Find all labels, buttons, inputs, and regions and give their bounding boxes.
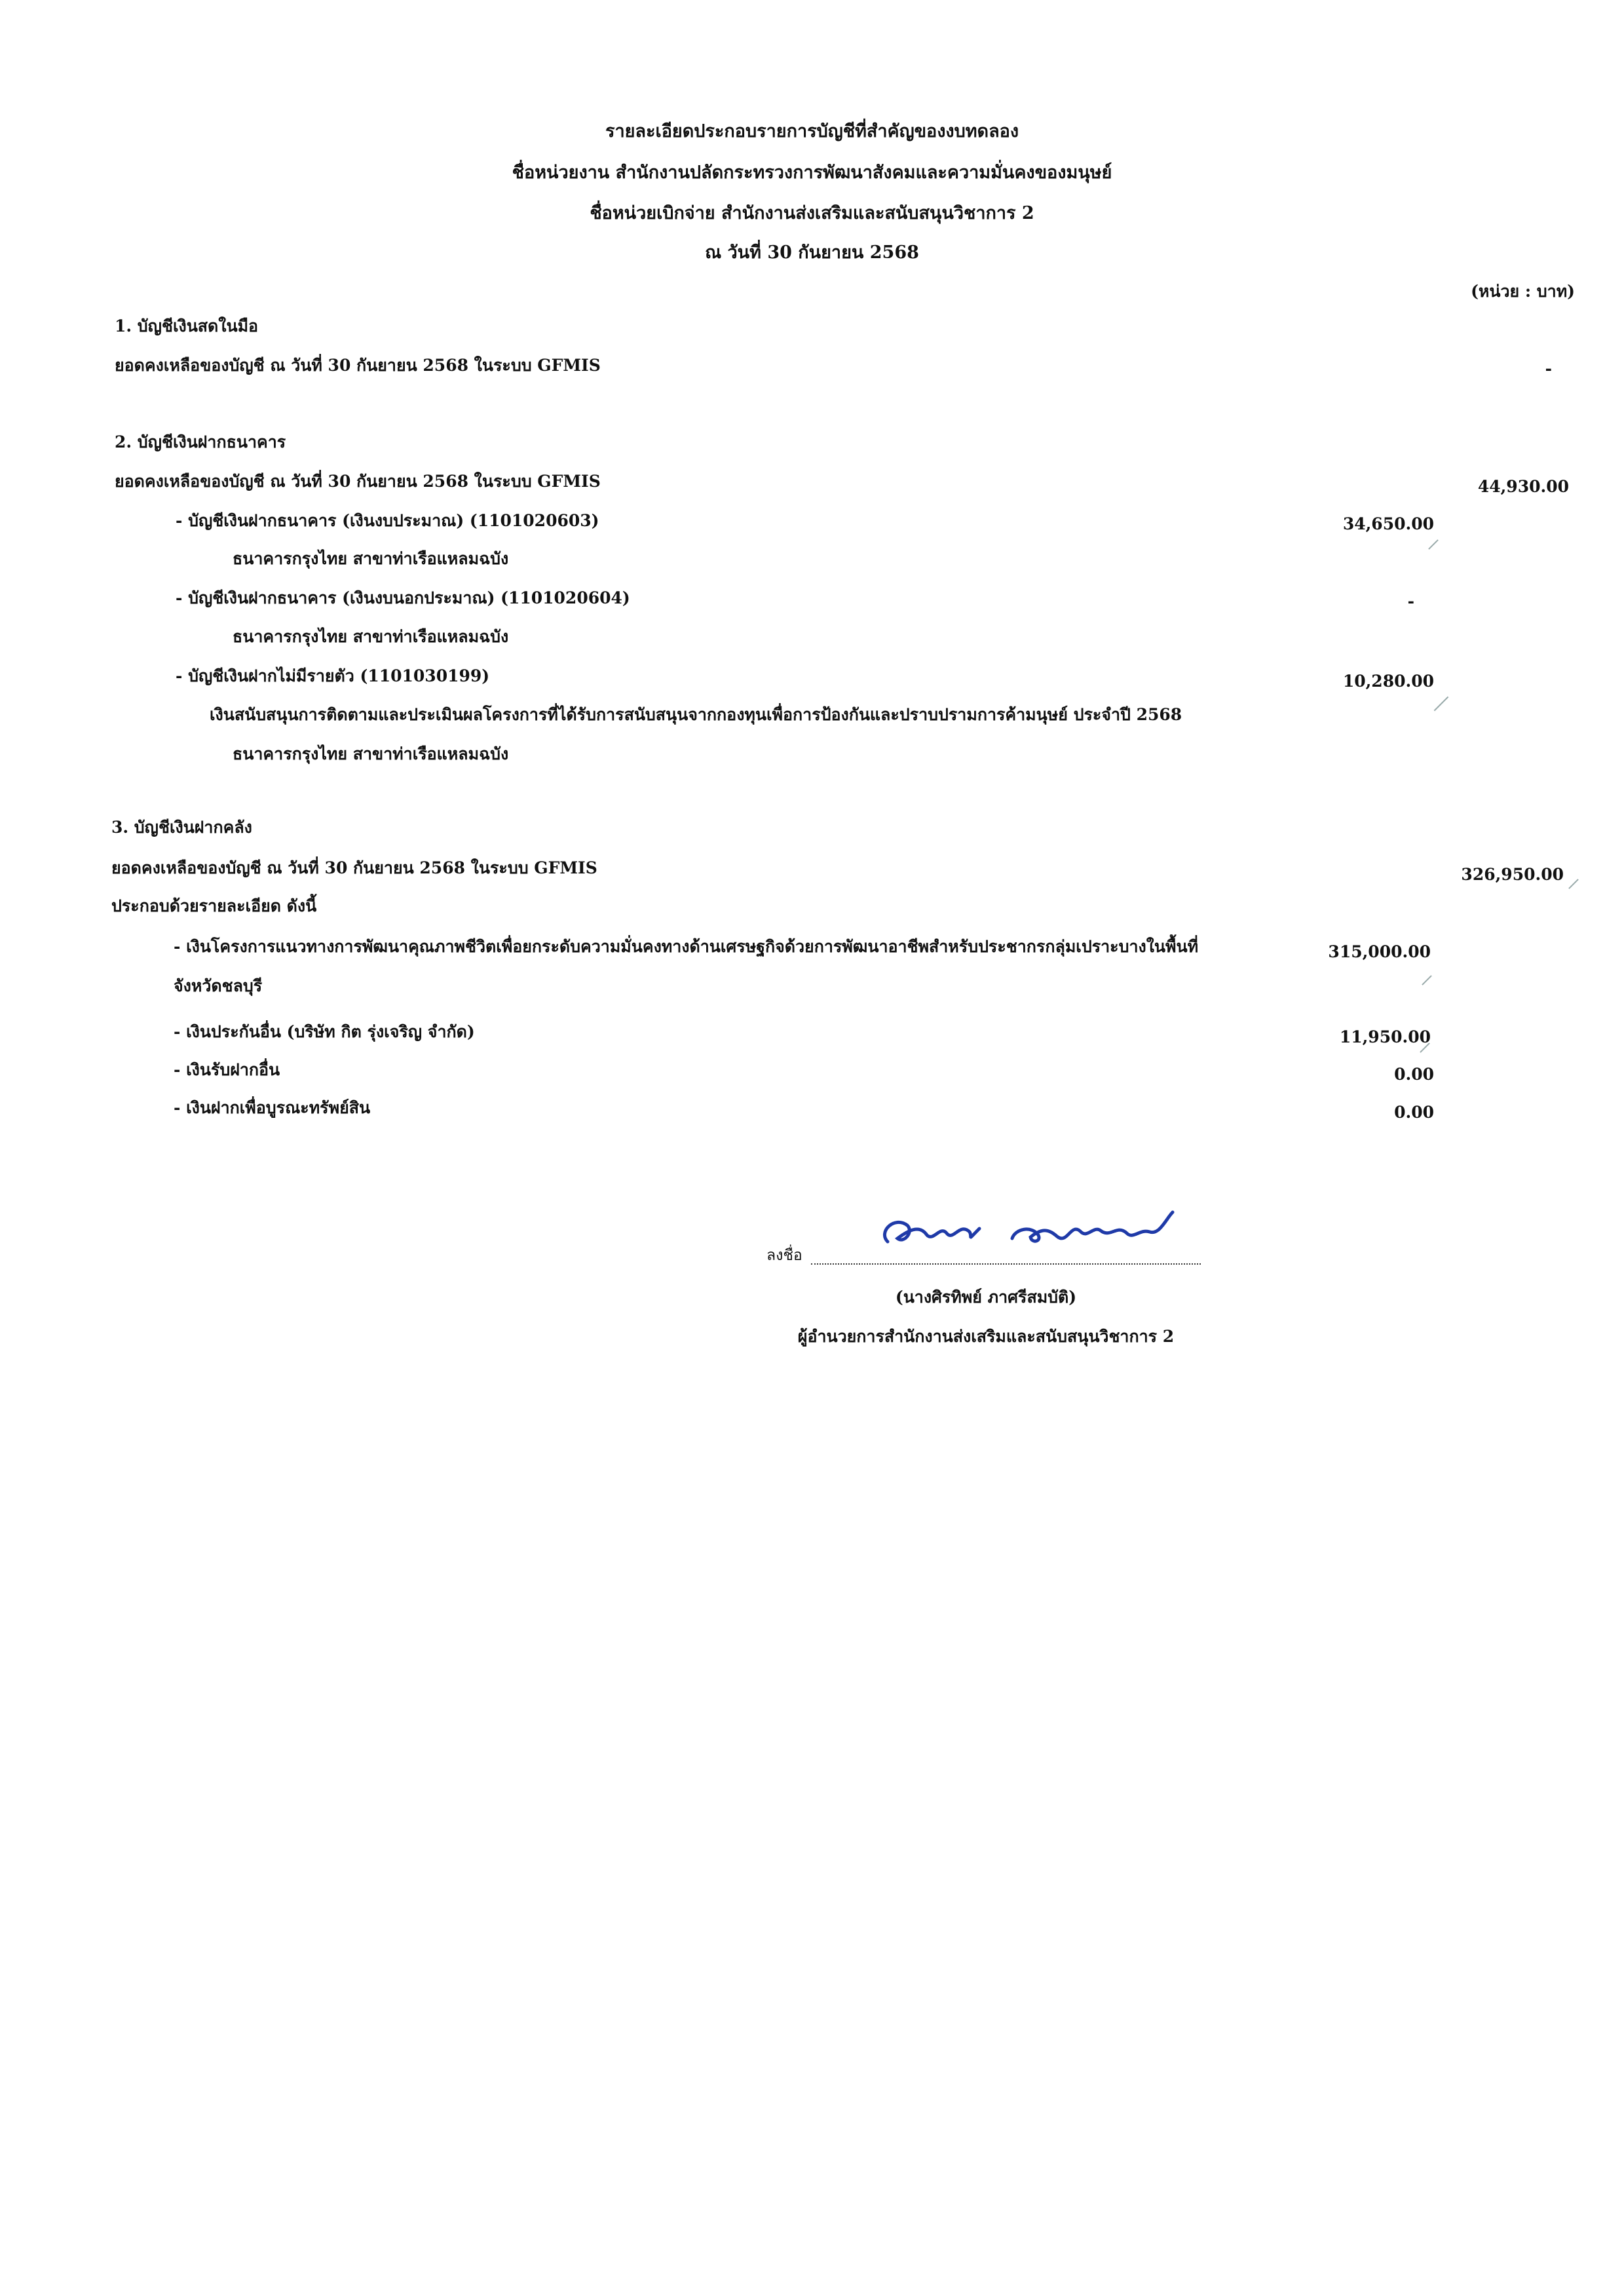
section1-title: 1. บัญชีเงินสดในมือ xyxy=(115,316,259,335)
section2-item-3-value: 10,280.00 xyxy=(1342,672,1434,691)
section2-item-1-value: 34,650.00 xyxy=(1342,514,1434,533)
check-mark-icon xyxy=(1568,879,1579,889)
section1-balance-value: - xyxy=(1545,359,1552,378)
section2-item-1-detail: ธนาคารกรุงไทย สาขาท่าเรือแหลมฉบัง xyxy=(233,549,509,568)
section2-item-2-value: - xyxy=(1407,592,1414,611)
section3-item-3-value: 0.00 xyxy=(1394,1065,1434,1084)
section3-item-1-value: 315,000.00 xyxy=(1328,942,1431,961)
header-line-3: ชื่อหน่วยเบิกจ่าย สำนักงานส่งเสริมและสนับสนุนวิชาการ 2 xyxy=(590,203,1034,223)
section2-item-3-detail: เงินสนับสนุนการติดตามและประเมินผลโครงการที่ได้รับการสนับสนุนจากกองทุนเพื่อการป้องกันและปราบปรามการค้ามนุษย์ ประจำปี 2568 xyxy=(210,705,1182,724)
sign-label: ลงชื่อ xyxy=(766,1247,803,1264)
section2-balance-label: ยอดคงเหลือของบัญชี ณ วันที่ 30 กันยายน 2568 ในระบบ GFMIS xyxy=(115,472,601,491)
header-line-1: รายละเอียดประกอบรายการบัญชีที่สำคัญของงบทดลอง xyxy=(605,121,1019,142)
section3-item-3-label: - เงินรับฝากอื่น xyxy=(174,1060,280,1079)
check-mark-icon xyxy=(1428,539,1439,550)
signature-line xyxy=(811,1263,1201,1265)
check-mark-icon xyxy=(1422,975,1432,985)
section2-item-3-label: - บัญชีเงินฝากไม่มีรายตัว (1101030199) xyxy=(176,666,490,685)
section3-item-2-value: 11,950.00 xyxy=(1339,1027,1431,1046)
check-mark-icon xyxy=(1434,697,1449,712)
header-line-4: ณ วันที่ 30 กันยายน 2568 xyxy=(705,242,919,263)
section2-item-3-detail2: ธนาคารกรุงไทย สาขาท่าเรือแหลมฉบัง xyxy=(233,744,509,763)
section3-composed-label: ประกอบด้วยรายละเอียด ดังนี้ xyxy=(111,896,317,915)
section2-item-1-label: - บัญชีเงินฝากธนาคาร (เงินงบประมาณ) (1101020603) xyxy=(176,511,599,530)
section3-balance-value: 326,950.00 xyxy=(1461,865,1564,884)
section3-item-4-value: 0.00 xyxy=(1394,1103,1434,1122)
section2-balance-value: 44,930.00 xyxy=(1477,477,1569,496)
section2-item-2-label: - บัญชีเงินฝากธนาคาร (เงินงบนอกประมาณ) (1101020604) xyxy=(176,588,630,607)
section3-item-1-label2: จังหวัดชลบุรี xyxy=(174,976,263,995)
section1-balance-label: ยอดคงเหลือของบัญชี ณ วันที่ 30 กันยายน 2568 ในระบบ GFMIS xyxy=(115,356,601,375)
section3-item-2-label: - เงินประกันอื่น (บริษัท กิต รุ่งเจริญ จำกัด) xyxy=(174,1022,475,1041)
signature-image xyxy=(875,1206,1228,1258)
section2-title: 2. บัญชีเงินฝากธนาคาร xyxy=(115,432,286,451)
signer-name: (นางศิรทิพย์ ภาศรีสมบัติ) xyxy=(895,1288,1077,1307)
section2-item-2-detail: ธนาคารกรุงไทย สาขาท่าเรือแหลมฉบัง xyxy=(233,627,509,646)
signer-position: ผู้อำนวยการสำนักงานส่งเสริมและสนับสนุนวิชาการ 2 xyxy=(797,1327,1175,1346)
unit-label: (หน่วย : บาท) xyxy=(1471,282,1575,301)
header-line-2: ชื่อหน่วยงาน สำนักงานปลัดกระทรวงการพัฒนาสังคมและความมั่นคงของมนุษย์ xyxy=(512,163,1112,183)
section3-balance-label: ยอดคงเหลือของบัญชี ณ วันที่ 30 กันยายน 2568 ในระบบ GFMIS xyxy=(111,858,597,877)
section3-item-4-label: - เงินฝากเพื่อบูรณะทรัพย์สิน xyxy=(174,1098,371,1117)
section3-title: 3. บัญชีเงินฝากคลัง xyxy=(111,818,252,837)
section3-item-1-label: - เงินโครงการแนวทางการพัฒนาคุณภาพชีวิตเพื่อยกระดับความมั่นคงทางด้านเศรษฐกิจด้วยการพัฒนาอาชีพสำหรับประชากรกลุ่มเปราะบางในพื้นที่ xyxy=(174,937,1199,956)
